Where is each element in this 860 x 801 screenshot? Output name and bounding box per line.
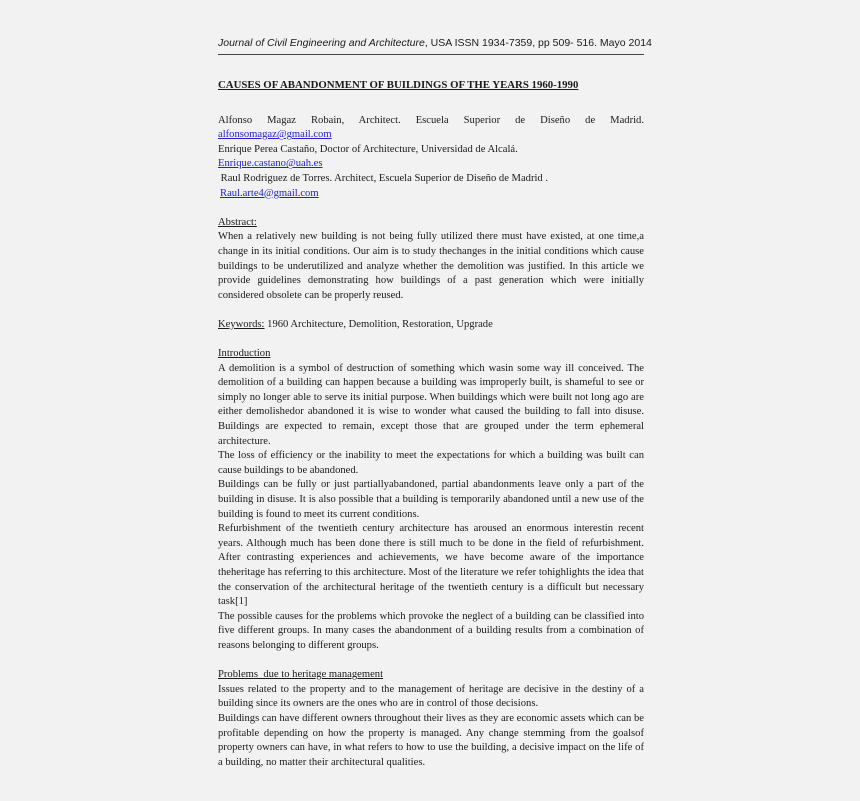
author-1-email-link[interactable]: alfonsomagaz@gmail.com	[218, 129, 332, 141]
problems-paragraph: Issues related to the property and to the management of heritage are decisive in the destiny of a building since its owners are the ones who are in control of those decisions.	[218, 683, 644, 710]
journal-info: , USA ISSN 1934-7359, pp 509- 516. Mayo 2014	[424, 37, 652, 49]
problems-paragraph: Buildings can have different owners throughout their lives as they are economic assets which can be profitable depending on how the property is managed. Any change stemming from the goalsof property owners can have, in what refers to how to use the building, a decisive impact on the life of a building, no matter their architectural qualities.	[218, 712, 644, 768]
introduction-paragraph: A demolition is a symbol of destruction of something which wasin some way ill conceived. The demolition of a building can happen because a building was improperly built, is shameful to see or simply no longer able to serve its initial purpose. When buildings which were built not long ago are either demolishedor abandoned it is wise to wonder what caused the building to fall into disuse. Buildings are expected to remain, except those that are grouped under the term ephemeral architecture.	[218, 362, 644, 447]
author-3: Raul Rodriguez de Torres. Architect, Escuela Superior de Diseño de Madrid .	[218, 172, 549, 184]
author-block	[218, 114, 644, 202]
abstract-text: When a relatively new building is not being fully utilized there must have existed, at one time,a change in its initial conditions. Our aim is to study thechanges in the initial conditions which cause buildings to be underutilized and analyze whether the demolition was justified. In this article we provide guidelines demonstrating how buildings of a past generation which were initially considered obsolete can be properly reused.	[218, 231, 644, 301]
author-1: Alfonso Magaz Robain, Architect. Escuela Superior de Diseño de Madrid.	[218, 114, 644, 126]
introduction-paragraph: Buildings can be fully or just partiallyabandoned, partial abandonments leave only a part of the building in disuse. It is also possible that a building is temporarily abandoned until a new use of the building is found to meet its current conditions.	[218, 479, 644, 520]
keywords-text: 1960 Architecture, Demolition, Restoration, Upgrade	[264, 318, 493, 330]
author-3-email-link[interactable]: Raul.arte4@gmail.com	[220, 187, 319, 199]
header-rule	[218, 54, 644, 55]
introduction-paragraph: Refurbishment of the twentieth century architecture has aroused an enormous interestin recent years. Although much has been done there is still much to be done in the field of refurbishment. After contrasting experiences and achievements, we have become aware of the importance theheritage has referring to this architecture. Most of the literature we refer tohighlights the idea that the conservation of the architectural heritage of the twentieth century is a difficult but necessary task[1]	[218, 523, 644, 608]
author-2: Enrique Perea Castaño, Doctor of Architecture, Universidad de Alcalá.	[218, 143, 518, 155]
problems-heading: Problems due to heritage management	[218, 669, 384, 681]
article-title: CAUSES OF ABANDONMENT OF BUILDINGS OF THE YEARS 1960-1990	[218, 79, 579, 91]
journal-name: Journal of Civil Engineering and Architecture	[218, 37, 425, 49]
author-2-email-link[interactable]: Enrique.castano@uah.es	[218, 158, 323, 170]
introduction-heading: Introduction	[218, 348, 271, 360]
keywords-line	[218, 318, 644, 333]
introduction-paragraph: The loss of efficiency or the inability to meet the expectations for which a building was built can cause buildings to be abandoned.	[218, 450, 644, 476]
introduction-paragraph: The possible causes for the problems which provoke the neglect of a building can be classified into five different groups. In many cases the abandonment of a building results from a combination of reasons belonging to different groups.	[218, 610, 644, 651]
keywords-heading: Keywords:	[218, 318, 265, 330]
article-body	[218, 78, 644, 770]
running-header	[218, 37, 652, 49]
abstract-heading: Abstract:	[218, 216, 257, 228]
